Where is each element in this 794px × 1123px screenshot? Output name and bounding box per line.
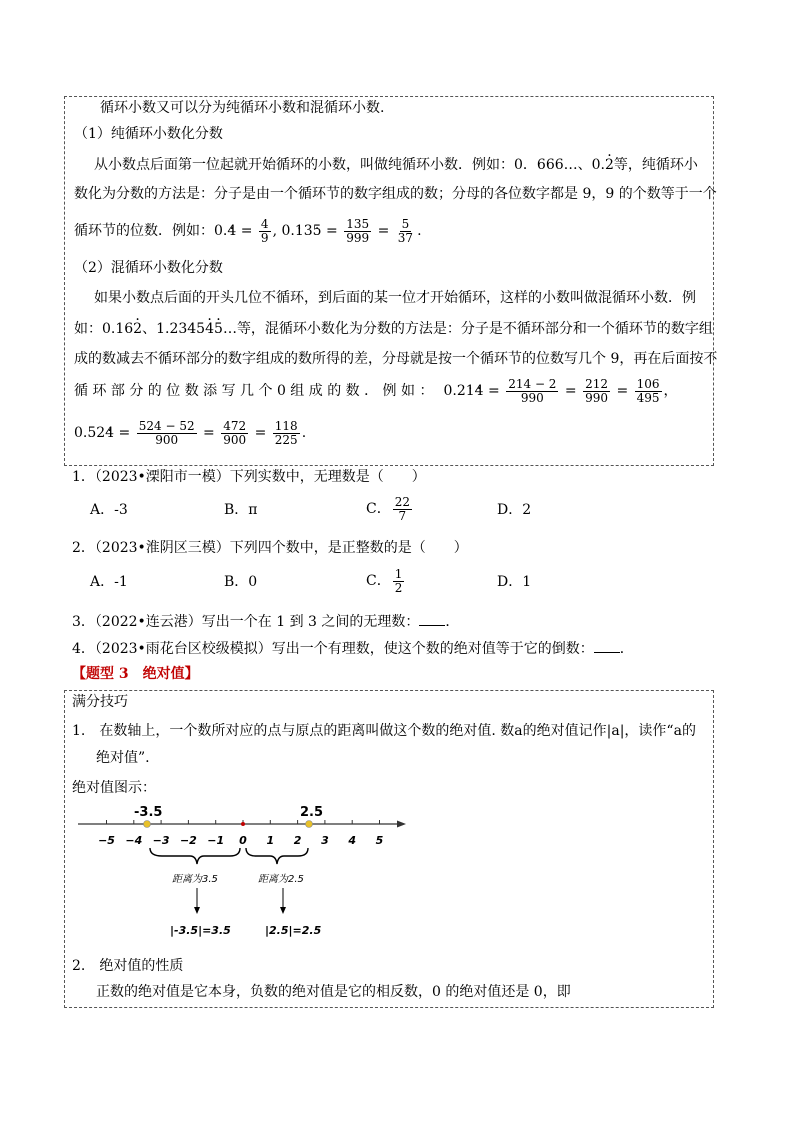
sec1-p1b: 等，纯循环小	[613, 157, 698, 173]
number-line-arrow	[397, 821, 406, 828]
sec1-p3a: 循环节的位数．例如：	[74, 223, 214, 239]
sec2-para-line3: 成的数减去不循环部分的数字组成的数所得的差，分母就是按一个循环节的位数写几个 9，再在后面按不	[74, 351, 718, 367]
ex2-lhs: 0.	[281, 223, 295, 239]
ex2-frac2: $\frac{5}{37}$	[397, 216, 414, 245]
q4-answer-blank[interactable]	[594, 638, 620, 653]
ex1-rep: 4 ·	[227, 223, 236, 239]
tips-p3: 正数的绝对值是它本身，负数的绝对值是它的相反数，0 的绝对值还是 0，即	[96, 984, 571, 1000]
q1-option-a[interactable]: A．-3	[90, 502, 128, 518]
tips-p2: 2. 绝对值的性质	[72, 958, 184, 974]
intro-text: 循环小数又可以分为纯循环小数和混循环小数.	[100, 100, 385, 116]
sec2-para-line1: 如果小数点后面的开头几位不循环，到后面的某一位才开始循环，这样的小数叫做混循环小数．例	[94, 290, 696, 306]
dist-pos-label: 距离为2.5	[258, 874, 304, 885]
sec1-p1a: 从小数点后面第一位起就开始循环的小数，叫做纯循环小数．例如：0．666…、0.	[94, 157, 605, 173]
tick-label-1: −4	[125, 834, 143, 847]
tick-label-6: 1	[266, 834, 275, 847]
number-line-diagram	[72, 804, 432, 944]
ex4-frac3: $\frac{118}{225}$	[274, 418, 298, 447]
tick-label-0: −5	[98, 834, 115, 847]
tips-p1-line1: 1. 在数轴上，一个数所对应的点与原点的距离叫做这个数的绝对值. 数a的绝对值记作|a|，读作“a的	[72, 723, 696, 739]
tick-label-2: −3	[152, 834, 170, 847]
sec1-para-line1	[94, 155, 698, 175]
ex1-lhs: 0.	[214, 223, 228, 239]
tick-label-9: 4	[348, 834, 357, 847]
q2-option-c[interactable]: C． $\frac{1}{2}$	[366, 566, 403, 595]
q1-option-b[interactable]: B．π	[224, 502, 258, 518]
q1-option-c[interactable]: C． $\frac{22}{7}$	[366, 494, 410, 523]
brace-neg	[150, 848, 240, 864]
sec2-title: （2）混循环小数化分数	[74, 260, 223, 276]
tips-p1-line2: 绝对值”.	[96, 750, 150, 766]
sec1-para-line2: 数化为分数的方法是：分子是由一个循环节的数字组成的数；分母的各位数字都是 9，9 的个数等于一个	[74, 186, 717, 202]
ex1-frac: $\frac{4}{9}$	[260, 216, 269, 245]
sec2-para-line2: 如：0.162 ·、1.23454 ·5 ·…等，混循环小数化为分数的方法是：分子是不循环部分和一个循环节的数字组	[74, 319, 713, 339]
dist-neg-label: 距离为3.5	[172, 874, 218, 885]
question-1: 1．（2023•溧阳市一模）下列实数中，无理数是（ ）	[72, 469, 426, 485]
abs-pos-result: |2.5|=2.5	[265, 924, 322, 937]
tick-label-3: −2	[179, 834, 197, 847]
q2-option-d[interactable]: D．1	[497, 574, 532, 590]
section-heading-abs-value: 【题型 3 绝对值】	[72, 666, 199, 682]
ex2-frac1: $\frac{135}{999}$	[346, 216, 370, 245]
abs-neg-result: |-3.5|=3.5	[170, 924, 231, 937]
question-3: 3．（2022•连云港）写出一个在 1 到 3 之间的无理数： ．	[72, 611, 459, 632]
q1-c-frac: $\frac{22}{7}$	[394, 494, 410, 523]
sec2-para-line5: 0.524 · = $\frac{524 - 52}{900}$ = $\frac{472}{900}$ = $\frac{118}{225}$ .	[74, 416, 306, 450]
sec1-para-line3: 循环节的位数．例如：0.4 · = $\frac{4}{9}$ , 0.1 ·35 · = $\frac{135}{999}$ = $\frac{5}{37}$ .	[74, 214, 422, 248]
label-pos-2-5: 2.5	[300, 805, 324, 820]
sec2-para-line4: 循 环 部 分 的 位 数 添 写 几 个 0 组 成 的 数 ． 例 如 ： 0.21 ·4 · = $\frac{214 - 2}{990}$ = $\frac{212}{990}$ = $\frac{106}{495}$ ，	[74, 374, 678, 408]
ex3-frac1: $\frac{214 - 2}{990}$	[508, 376, 557, 405]
question-4: 4．（2023•雨花台区校级模拟）写出一个有理数，使这个数的绝对值等于它的倒数： ．	[72, 638, 634, 659]
origin-point	[241, 822, 245, 826]
diagram-label: 绝对值图示：	[72, 780, 156, 796]
point-pos-2-5	[306, 821, 313, 828]
q1-option-d[interactable]: D．2	[497, 502, 532, 518]
tick-label-4: −1	[207, 834, 225, 847]
tips-title: 满分技巧	[72, 694, 128, 710]
tick-label-8: 3	[321, 834, 329, 847]
ex4-frac1: $\frac{524 - 52}{900}$	[138, 418, 195, 447]
ex4-frac2: $\frac{472}{900}$	[223, 418, 247, 447]
brace-pos	[246, 848, 308, 864]
label-neg-3-5: -3.5	[134, 805, 163, 820]
tick-label-10: 5	[375, 834, 384, 847]
q2-option-b[interactable]: B．0	[224, 574, 258, 590]
point-neg-3-5	[144, 821, 151, 828]
sec1-title: （1）纯循环小数化分数	[74, 126, 223, 142]
ex3-frac3: $\frac{106}{495}$	[636, 376, 660, 405]
q3-answer-blank[interactable]	[419, 611, 445, 626]
box2-content	[72, 692, 712, 1006]
repeat-digit: 2 ·	[605, 157, 614, 173]
tick-label-7: 2	[293, 834, 302, 847]
q2-option-a[interactable]: A．-1	[90, 574, 128, 590]
q2-c-frac: $\frac{1}{2}$	[394, 566, 403, 595]
question-2: 2．（2023•淮阴区三模）下列四个数中，是正整数的是（ ）	[72, 540, 468, 556]
ex3-frac2: $\frac{212}{990}$	[585, 376, 608, 405]
tick-label-5: 0	[239, 834, 247, 847]
box1-content	[74, 98, 718, 463]
tick-labels	[98, 834, 384, 847]
